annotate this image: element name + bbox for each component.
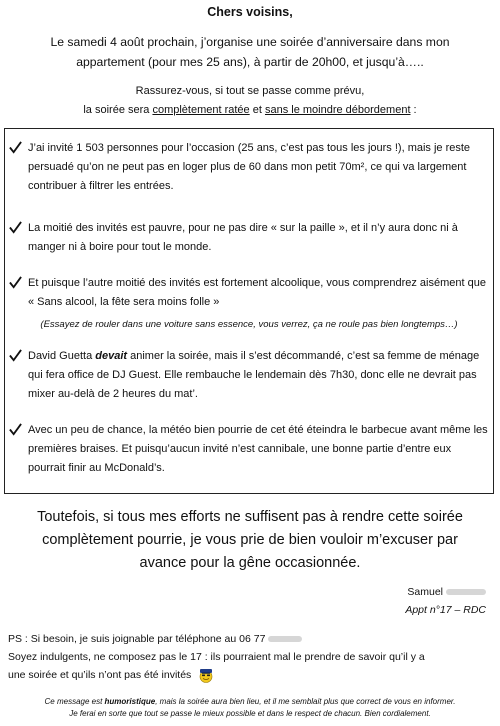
redacted-surname (446, 589, 486, 595)
footer-note (0, 696, 500, 720)
checklist-item (9, 139, 489, 196)
checklist-item-text: J’ai invité 1 503 personnes pour l’occasion (25 ans, c’est pas tous les jours !), mais je reste persuadé qu’on ne peut pas en loger plus de 60 dans mon petit 70m², ce qui va largement contribuer à filtrer les entrées. (28, 142, 471, 192)
checkmark-icon (9, 276, 22, 289)
checkmark-icon (9, 141, 22, 154)
item-text-a: David Guetta (28, 350, 96, 362)
intro-line-2: appartement (pour mes 25 ans), à partir de 20h00, et jusqu’à….. (76, 55, 424, 69)
intro-line-1: Le samedi 4 août prochain, j’organise une soirée d’anniversaire dans mon (50, 35, 450, 49)
item-emphasis: devait (95, 350, 128, 362)
checklist-item-text: Et puisque l’autre moitié des invités est fortement alcoolique, vous comprendrez aisément que « Sans alcool, la fête sera moins folle » (28, 277, 486, 308)
reassure-text-c: : (410, 104, 417, 116)
reassure-paragraph (12, 82, 488, 120)
reassure-underlined-1: complètement ratée (152, 104, 250, 116)
checklist-item (9, 274, 489, 312)
conclusion-paragraph (10, 506, 490, 575)
ps-line-2: Soyez indulgents, ne composez pas le 17 : ils pourraient mal le prendre de savoir qu’il y a (8, 651, 425, 663)
reassure-line-2 (12, 101, 488, 120)
letter-title: Chers voisins, (207, 5, 293, 19)
checklist-box (4, 128, 494, 494)
reassure-text-a: la soirée sera (83, 104, 153, 116)
reassure-text-b: et (249, 104, 265, 116)
signature-address: Appt n°17 – RDC (405, 604, 486, 616)
reassure-underlined-2: sans le moindre débordement (264, 104, 411, 116)
intro-paragraph (12, 32, 488, 72)
checklist-item-text: Avec un peu de chance, la météo bien pourrie de cet été éteindra le barbecue avant même les premières braises. Et puisqu’aucun invité n’est cannibale, une bonne partie d’entre eux pourrait finir au McDonald’s. (28, 424, 488, 474)
conclusion-line-2: complètement pourrie, je vous prie de bien vouloir m’excuser par (42, 532, 458, 548)
police-smiley-icon (197, 667, 215, 683)
ps-phone-text: PS : Si besoin, je suis joignable par téléphone au 06 77 (8, 633, 266, 645)
signature-name: Samuel (407, 586, 443, 598)
footer-text-a: Ce message est (44, 697, 105, 706)
checklist-item (9, 219, 489, 257)
checkmark-icon (9, 349, 22, 362)
ps-line-3 (8, 667, 494, 684)
footer-text-c: , mais la soirée aura bien lieu, et il me semblait plus que correct de vous en informer. (155, 697, 456, 706)
checkmark-icon (9, 221, 22, 234)
footer-line-2: Je ferai en sorte que tout se passe le mieux possible et dans le respect de chacun. Bien cordialement. (69, 709, 431, 718)
signature-name-line (407, 586, 486, 598)
conclusion-line-3: avance pour la gêne occasionnée. (139, 555, 361, 571)
reassure-line-1: Rassurez-vous, si tout se passe comme prévu, (135, 85, 365, 97)
item-text-b: animer la soirée, mais il s’est décommandé, c’est sa femme de ménage qui fera office de DJ Guest. Elle rembauche le lendemain dès 7h30, donc elle ne devrait pas mixer au-delà de 2 heures du mat’. (28, 350, 480, 400)
footer-emphasis: humoristique (104, 697, 156, 706)
checklist-item-text (28, 347, 489, 404)
ps-line-3-text: une soirée et qu’ils n’ont pas été invités (8, 669, 192, 681)
redacted-phone (268, 636, 302, 642)
aside-note: (Essayez de rouler dans une voiture sans essence, vous verrez, ça ne roule pas bien longtemps…) (40, 319, 458, 330)
footer-line-1 (0, 696, 500, 708)
conclusion-line-1: Toutefois, si tous mes efforts ne suffisent pas à rendre cette soirée (37, 509, 463, 525)
checkmark-icon (9, 423, 22, 436)
checklist-item (9, 347, 489, 404)
ps-line-1 (8, 631, 494, 648)
checklist-item (9, 421, 489, 478)
checklist-item-text: La moitié des invités est pauvre, pour ne pas dire « sur la paille », et il n’y aura donc ni à manger ni à boire pour tout le monde. (28, 222, 458, 253)
